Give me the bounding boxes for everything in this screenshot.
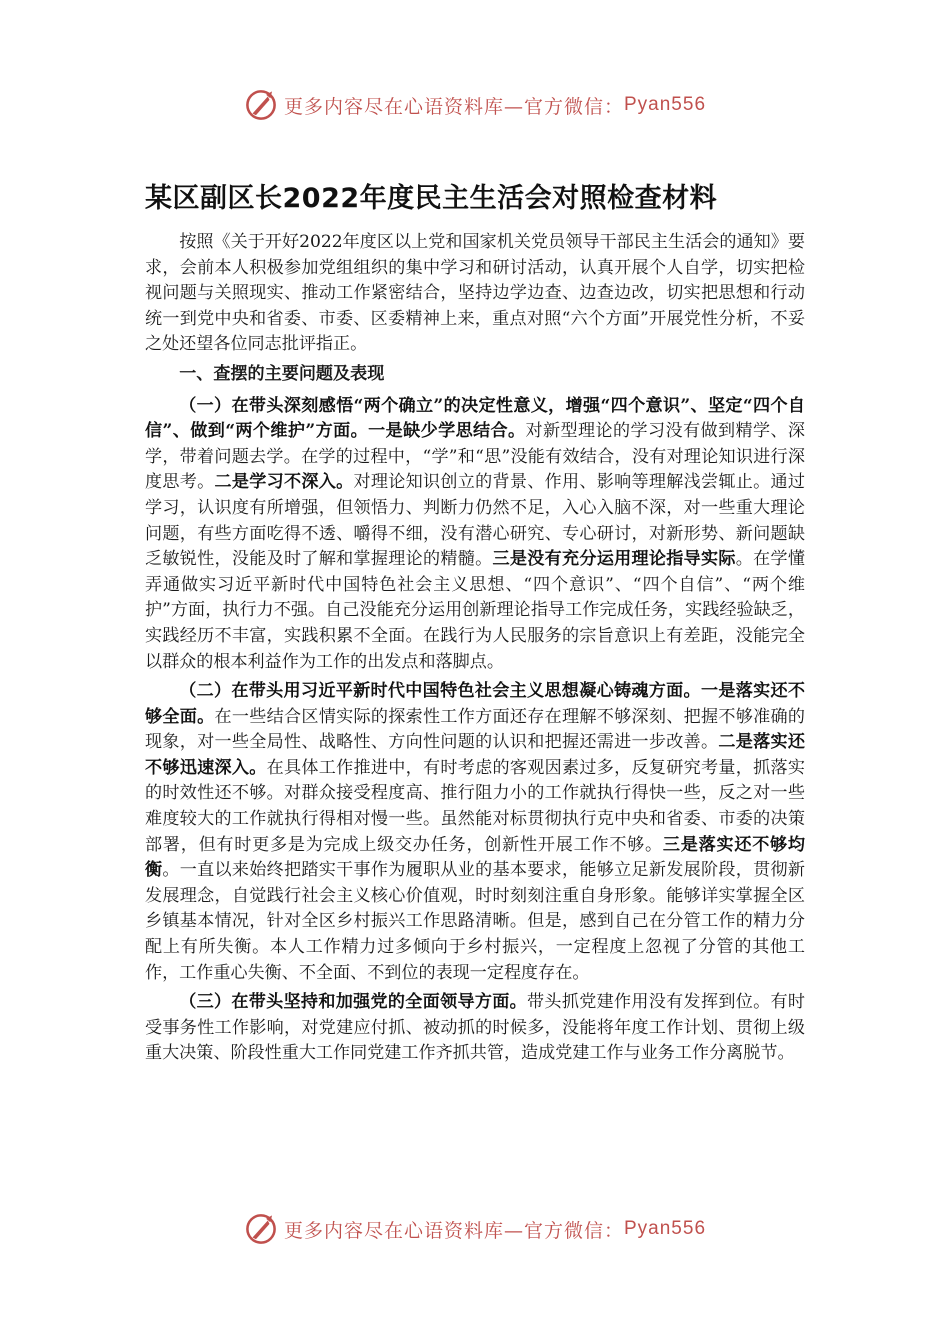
p2-text-2: 在具体工作推进中，有时考虑的客观因素过多，反复研究考量，抓落实的时效性还不够。对群众接受程度高、推行阻力小的工作就执行得快一些，反之对一些难度较大的工作就执行得相对慢一些。虽然能对标贯彻执行克中央和省委、市委的决策部署，但有时更多是为完成上级交办任务，创新性开展工作不够。	[145, 757, 806, 855]
p2-point-2: 二是落实还不够迅速深入。	[145, 732, 806, 778]
p2-text-1: 在一些结合区情实际的探索性工作方面还存在理解不够深刻、把握不够准确的现象，对一些全局性、战略性、方向性问题的认识和把握还需进一步改善。	[145, 706, 806, 753]
banner-text: 更多内容尽在心语资料库—官方微信：	[283, 1219, 624, 1242]
p2-text-3: 。一直以来始终把踏实干事作为履职从业的基本要求，能够立足新发展阶段，贯彻新发展理念，自觉践行社会主义核心价值观，时时刻刻注重自身形象。能够详实掌握全区乡镇基本情况，针对全区乡村振兴工作思路清晰。但是，感到自己在分管工作的精力分配上有所失衡。本人工作精力过多倾向于乡村振兴，一定程度上忽视了分管的其他工作，工作重心失衡、不全面、不到位的表现一定程度存在。	[145, 860, 806, 983]
p1-text-3: 。在学懂弄通做实习近平新时代中国特色社会主义思想、“四个意识”、“四个自信”、“两个维护”方面，执行力不强。自己没能充分运用创新理论指导工作完成任务，实践经验缺乏，实践经历不丰富，实践积累不全面。在践行为人民服务的宗旨意识上有差距，没能完全以群众的根本利益作为工作的出发点和落脚点。	[145, 549, 806, 672]
header-banner	[0, 88, 950, 122]
banner-wechat: Pyan556	[624, 1218, 707, 1239]
intro-paragraph: 按照《关于开好2022年度区以上党和国家机关党员领导干部民主生活会的通知》要求，会前本人积极参加党组组织的集中学习和研讨活动，认真开展个人自学，切实把检视问题与关照现实、推动工作紧密结合，坚持边学边查、边查边改，切实把思想和行动统一到党中央和省委、市委、区委精神上来，重点对照“六个方面”开展党性分析，不妥之处还望各位同志批评指正。	[145, 232, 805, 355]
p1-point-3: 三是没有充分运用理论指导实际	[492, 549, 736, 570]
p3-heading: （三）在带头坚持和加强党的全面领导方面。	[179, 992, 528, 1013]
p1-text-1: 对新型理论的学习没有做到精学、深学，带着问题去学。在学的过程中，“学”和“思”没能有效结合，没有对理论知识进行深度思考。	[145, 421, 806, 493]
banner-text: 更多内容尽在心语资料库—官方微信：	[283, 95, 624, 118]
quill-logo-icon	[244, 1212, 278, 1246]
p1-heading: （一）在带头深刻感悟“两个确立”的决定性意义，增强“四个意识”、坚定“四个自信”、做到“两个维护”方面。	[145, 395, 805, 442]
document-title: 某区副区长2022年度民主生活会对照检查材料	[145, 183, 718, 214]
p2-heading: （二）在带头用习近平新时代中国特色社会主义思想凝心铸魂方面。	[179, 681, 701, 702]
paragraph-3	[145, 990, 805, 1067]
footer-banner	[0, 1212, 950, 1246]
quill-logo-icon	[244, 88, 278, 122]
paragraph-1	[145, 394, 805, 676]
p3-text-1: 带头抓党建作用没有发挥到位。有时受事务性工作影响，对党建应付抓、被动抓的时候多，没能将年度工作计划、贯彻上级重大决策、阶段性重大工作同党建工作齐抓共管，造成党建工作与业务工作分离脱节。	[145, 992, 806, 1064]
p1-text-2: 对理论知识创立的背景、作用、影响等理解浅尝辄止。通过学习，认识度有所增强，但领悟力、判断力仍然不足，入心入脑不深，对一些重大理论问题，有些方面吃得不透、嚼得不细，没有潜心研究、专心研讨，对新形势、新问题缺乏敏锐性，没能及时了解和掌握理论的精髓。	[145, 472, 806, 570]
document-body	[145, 230, 805, 1071]
p2-point-1: 一是落实还不够全面。	[145, 681, 806, 727]
banner-wechat: Pyan556	[624, 94, 707, 115]
p1-point-2: 二是学习不深入。	[214, 472, 354, 493]
p2-point-3: 三是落实还不够均衡	[145, 834, 806, 881]
paragraph-2	[145, 679, 805, 986]
p1-point-1: 一是缺少学思结合。	[368, 421, 526, 442]
section-heading: 一、查摆的主要问题及表现	[179, 363, 385, 384]
